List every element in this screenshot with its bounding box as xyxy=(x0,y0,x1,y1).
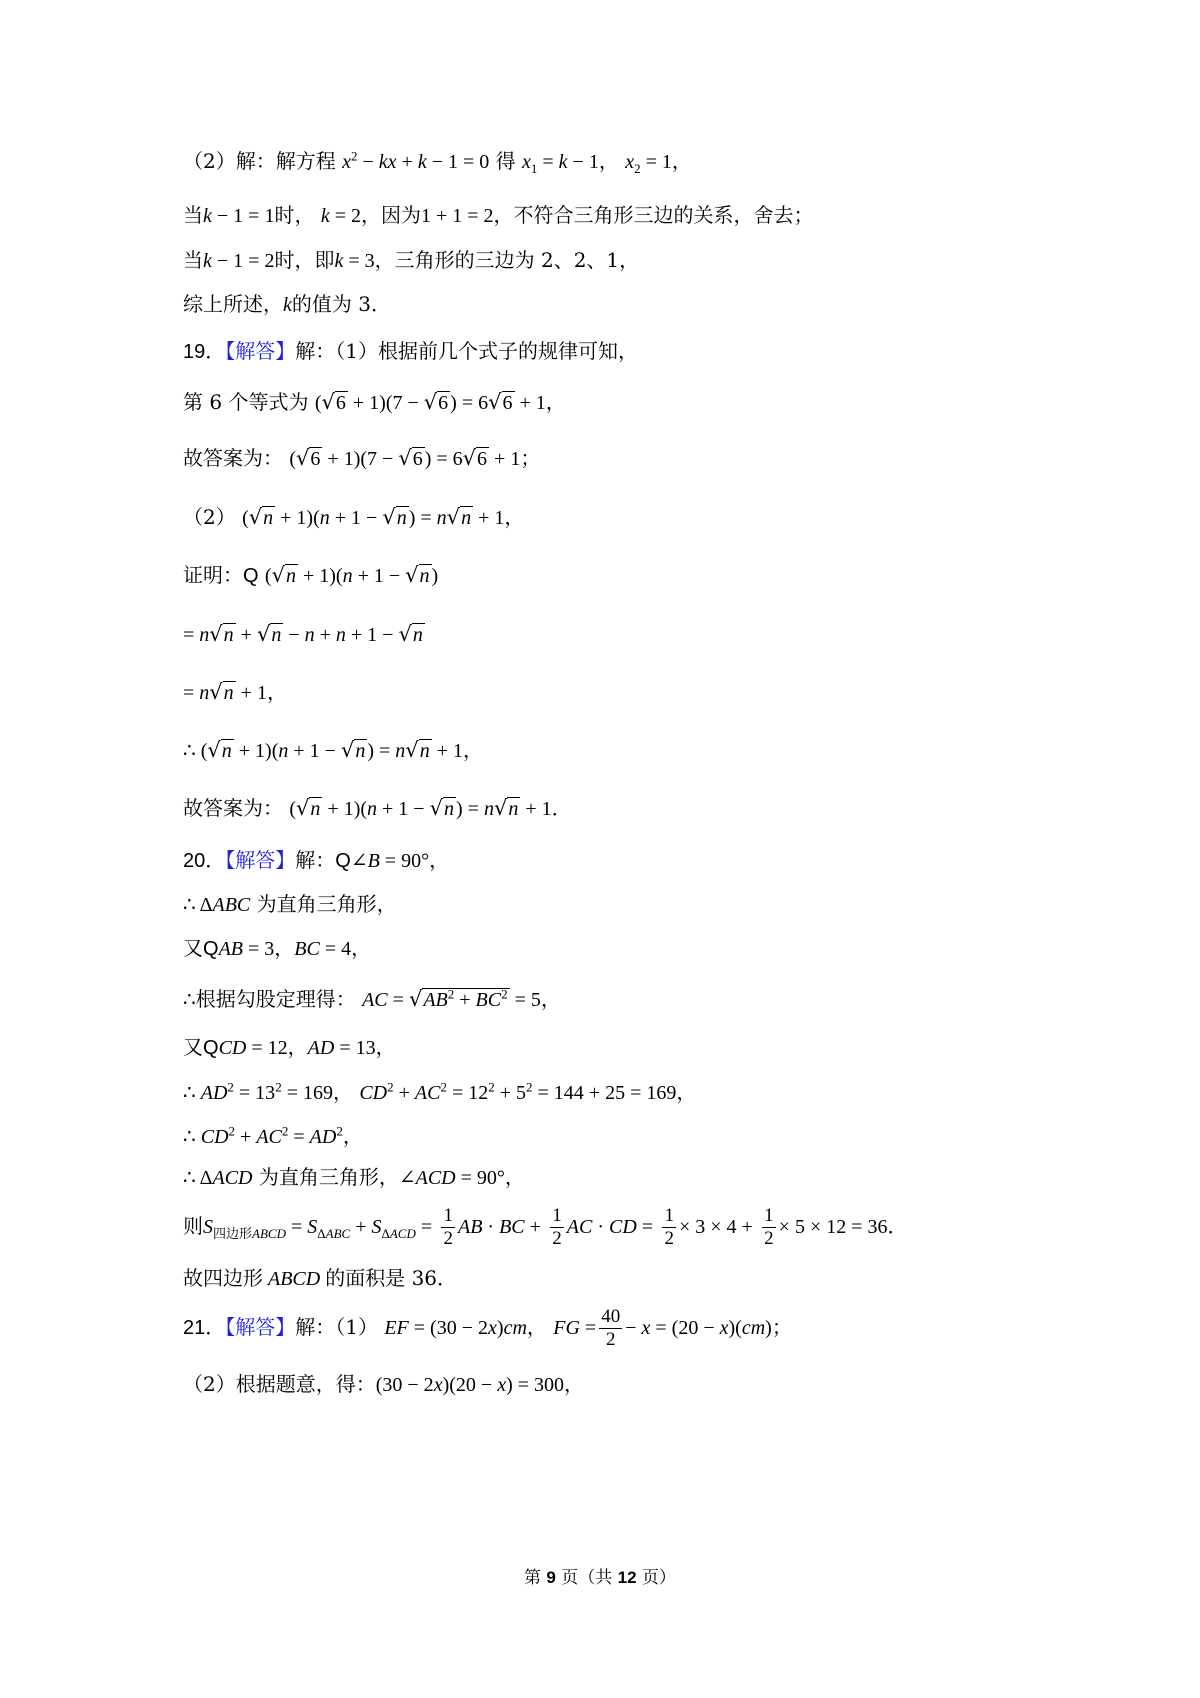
footer-text: 第 xyxy=(523,1568,541,1588)
page-number: 9 xyxy=(546,1568,556,1587)
text: 当 xyxy=(183,203,203,227)
text: 为直角三角形， xyxy=(256,892,397,916)
solution-line: 故答案为： (√n + 1)(n + 1 − √n ) = n√n + 1． xyxy=(183,796,572,820)
variable: k xyxy=(283,294,292,316)
equation: $x^2$ − kx + k − 1 = 0 xyxy=(342,148,490,173)
solution-line xyxy=(183,290,391,319)
text: 时，即 xyxy=(274,248,335,272)
solution-line: ∴ ΔABC 为直角三角形， xyxy=(183,892,397,916)
solution-line: ∴ $AD^2 = 13^2 = 169$， $CD^2 + AC^2 = 12^2 + 5^2 = 144 + 25 = 169$， xyxy=(183,1079,697,1104)
solution-line: 证明：Q (√n + 1)(n + 1 − √n ) xyxy=(183,563,439,587)
text: （2）解：解方程 xyxy=(183,149,336,173)
text: 当 xyxy=(183,248,203,272)
text: ，不符合三角形三边的关系，舍去； xyxy=(493,203,814,227)
text: 的面积是 36． xyxy=(325,1266,458,1290)
solution-line: （2） (√n + 1)(n + 1 − √n ) = n√n + 1， xyxy=(183,505,525,529)
question-21-header: 21．【解答】解：（1） EF = (30 − 2x)cm， FG = $\frac{40}{2}$ − x = (20 − x)(cm)； xyxy=(183,1306,792,1350)
solution-line: ∴ (√n + 1)(n + 1 − √n ) = n√n + 1， xyxy=(183,738,483,762)
text: ，三角形的三边为 2、2、1， xyxy=(374,248,640,272)
solution-line: （2）根据题意，得：(30 − 2x)(20 − x) = 300， xyxy=(183,1372,585,1396)
solution-line: ∴ $CD^2 + AC^2 = AD^2$， xyxy=(183,1123,363,1148)
solution-line: 第 6 个等式为 (√6 + 1)(7 − √6 ) = 6√6 + 1， xyxy=(183,390,566,414)
answer-tag: 【解答】 xyxy=(225,1315,296,1339)
answer-tag: 【解答】 xyxy=(225,339,296,363)
text: 时， xyxy=(274,203,315,227)
footer-text: 页） xyxy=(642,1568,676,1588)
fraction: $\frac{1}{2}$ xyxy=(443,1205,453,1249)
solution-line: 则$S_{四边形ABCD} = S_{\Delta ABC} + S_{\Delta ACD}$ = $\frac{1}{2}$ AB · BC + $\frac{1}{2}$ AC · CD = $\frac{1}{2}$ × 3 × 4 + $\frac{1}{2}$ × 5 × 12 = 36． xyxy=(183,1205,908,1249)
total-pages: 12 xyxy=(617,1568,637,1587)
question-number: 19． xyxy=(183,341,226,363)
text: 又 xyxy=(183,1035,203,1059)
solution-line: = n√n + √n − n + n + 1 − √n xyxy=(183,622,423,646)
text: 解： xyxy=(295,848,336,872)
text: 根据勾股定理得： xyxy=(195,987,356,1011)
question-number: 21． xyxy=(183,1317,226,1339)
solution-line: 又QCD = 12，AD = 13， xyxy=(183,1035,396,1059)
equation: $x_1 = k - 1$ xyxy=(521,151,599,176)
text: 综上所述， xyxy=(183,292,283,316)
text: 解：（1）根据前几个式子的规律可知， xyxy=(295,339,638,363)
text: 又 xyxy=(183,936,203,960)
text: 解：（1） xyxy=(295,1315,378,1339)
solution-line: 当k − 1 = 1时， k = 2，因为1 + 1 = 2，不符合三角形三边的关系，舍去； xyxy=(183,203,814,227)
fraction: $\frac{1}{2}$ xyxy=(552,1205,562,1249)
solution-line: 故四边形 ABCD 的面积是 36． xyxy=(183,1266,458,1290)
text: 故答案为： xyxy=(183,796,283,820)
solution-line: = n√n + 1， xyxy=(183,680,287,704)
solution-line: ∴ ΔACD 为直角三角形，∠ACD = 90°， xyxy=(183,1165,525,1189)
text: 则 xyxy=(183,1214,203,1238)
solution-line: 当k − 1 = 2时，即k = 3，三角形的三边为 2、2、1， xyxy=(183,248,640,272)
text: 的值为 3． xyxy=(291,292,391,316)
fraction: $\frac{1}{2}$ xyxy=(664,1205,674,1249)
text: ，因为 xyxy=(360,203,421,227)
question-number: 20． xyxy=(183,850,226,872)
solution-line: 又QAB = 3，BC = 4， xyxy=(183,936,372,960)
text: 故答案为： xyxy=(183,446,283,470)
text: 故四边形 xyxy=(183,1266,263,1290)
text: （2）根据题意，得： xyxy=(183,1372,376,1396)
text: 得 xyxy=(495,149,516,173)
text: 为直角三角形， xyxy=(258,1165,399,1189)
solution-line: 故答案为： (√6 + 1)(7 − √6 ) = 6√6 + 1； xyxy=(183,446,541,470)
question-20-header: 20．【解答】解：Q∠B = 90°， xyxy=(183,848,450,872)
text: 证明： xyxy=(183,563,243,587)
text: （2） xyxy=(183,505,236,529)
fraction: $\frac{40}{2}$ xyxy=(601,1306,621,1350)
fraction: $\frac{1}{2}$ xyxy=(764,1205,774,1249)
question-19-header xyxy=(183,337,638,366)
page-footer xyxy=(0,1563,1200,1588)
equation: $x_2 = 1$ xyxy=(625,151,672,176)
answer-tag: 【解答】 xyxy=(225,848,296,872)
footer-text: 页（共 xyxy=(561,1568,613,1588)
solution-line: （2）解：解方程 $x^2$ − kx + k − 1 = 0 得 $x_1 = k - 1$， $x_2 = 1$， xyxy=(183,148,692,176)
text: 第 6 个等式为 xyxy=(183,390,309,414)
solution-line: ∴根据勾股定理得： AC = $√AB^2 + BC^2 = 5$， xyxy=(183,986,561,1011)
because-symbol: Q xyxy=(243,565,259,587)
